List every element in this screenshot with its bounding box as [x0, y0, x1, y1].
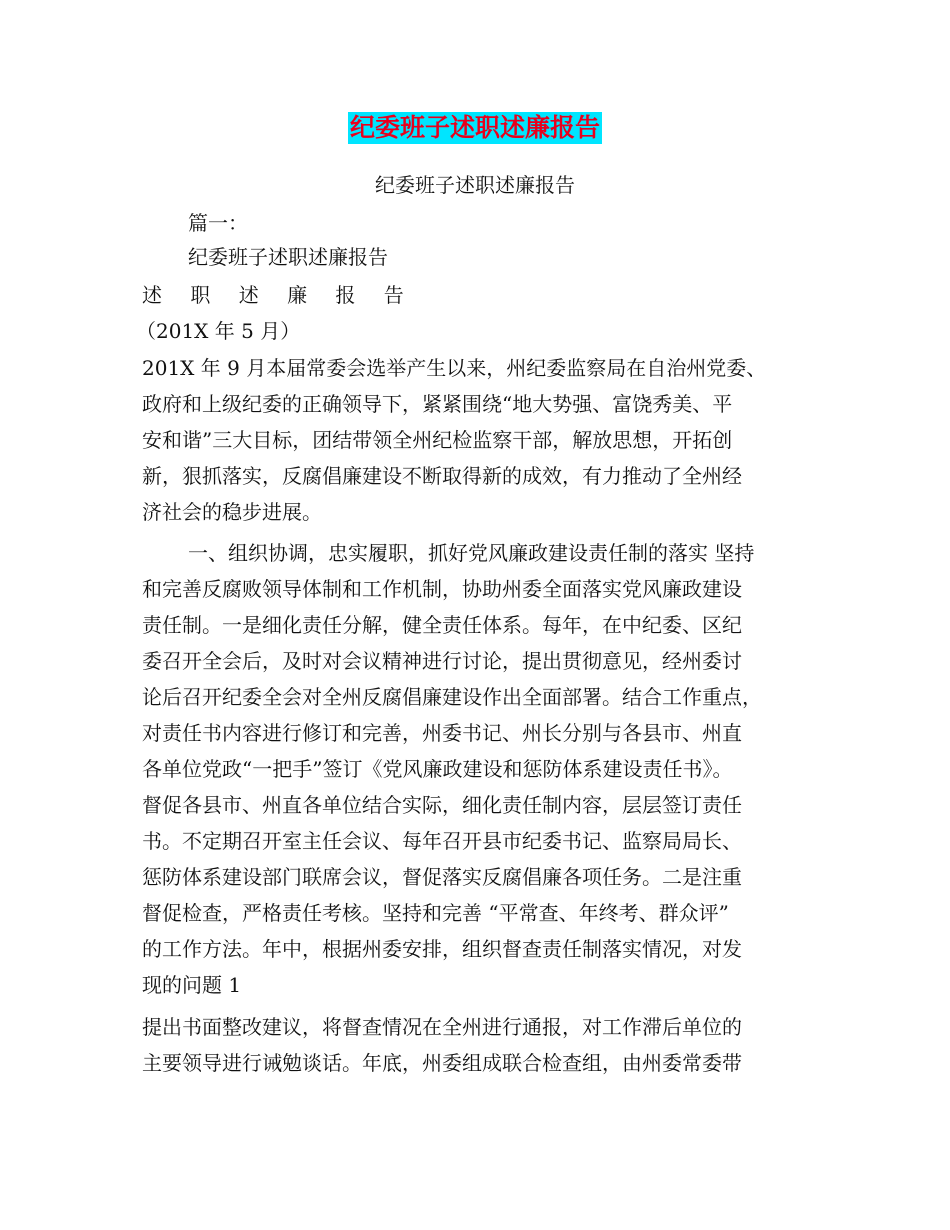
body-line: 主要领导进行诫勉谈话。年底，州委组成联合检查组，由州委常委带 [142, 1051, 742, 1075]
body-line: 政府和上级纪委的正确领导下，紧紧围绕“地大势强、富饶秀美、平 [142, 392, 733, 416]
chapter-label: 篇一： [188, 211, 248, 235]
body-line: 201X 年 9 月本届常委会选举产生以来，州纪委监察局在自治州党委、 [142, 356, 767, 380]
body-line: 的工作方法。年中，根据州委安排，组织督查责任制落实情况，对发 [142, 937, 742, 961]
body-line: 和完善反腐败领导体制和工作机制，协助州委全面落实党风廉政建设 [142, 577, 742, 601]
document-subtitle: 纪委班子述职述廉报告 [375, 173, 575, 197]
body-line: 新，狠抓落实，反腐倡廉建设不断取得新的成效，有力推动了全州经 [142, 464, 742, 488]
body-line: 提出书面整改建议，将督查情况在全州进行通报，对工作滞后单位的 [142, 1015, 742, 1039]
body-line: 惩防体系建设部门联席会议，督促落实反腐倡廉各项任务。二是注重 [142, 865, 742, 889]
body-line: 各单位党政“一把手”签订《党风廉政建设和惩防体系建设责任书》。 [142, 757, 733, 781]
body-line: 现的问题 1 [142, 973, 242, 997]
report-heading: 述 职 述 廉 报 告 [142, 283, 415, 307]
document-title: 纪委班子述职述廉报告 [349, 113, 600, 142]
body-line: 责任制。一是细化责任分解，健全责任体系。每年，在中纪委、区纪 [142, 613, 742, 637]
body-line: 安和谐”三大目标，团结带领全州纪检监察干部，解放思想，开拓创 [142, 428, 733, 452]
body-line: 书。不定期召开室主任会议、每年召开县市纪委书记、监察局局长、 [142, 829, 742, 853]
body-line: 督促检查，严格责任考核。坚持和完善 “平常查、年终考、群众评” [142, 901, 729, 925]
body-line: 督促各县市、州直各单位结合实际，细化责任制内容，层层签订责任 [142, 793, 742, 817]
body-line: 对责任书内容进行修订和完善，州委书记、州长分别与各县市、州直 [142, 721, 742, 745]
body-line: 委召开全会后，及时对会议精神进行讨论，提出贯彻意见，经州委讨 [142, 649, 742, 673]
report-date: （201X 年 5 月） [136, 319, 301, 343]
body-line: 论后召开纪委全会对全州反腐倡廉建设作出全面部署。结合工作重点， [142, 685, 762, 709]
chapter-title: 纪委班子述职述廉报告 [188, 245, 388, 269]
document-title-container [0, 112, 950, 144]
body-line: 一、组织协调，忠实履职，抓好党风廉政建设责任制的落实 坚持 [188, 541, 755, 565]
body-line: 济社会的稳步进展。 [142, 500, 322, 524]
